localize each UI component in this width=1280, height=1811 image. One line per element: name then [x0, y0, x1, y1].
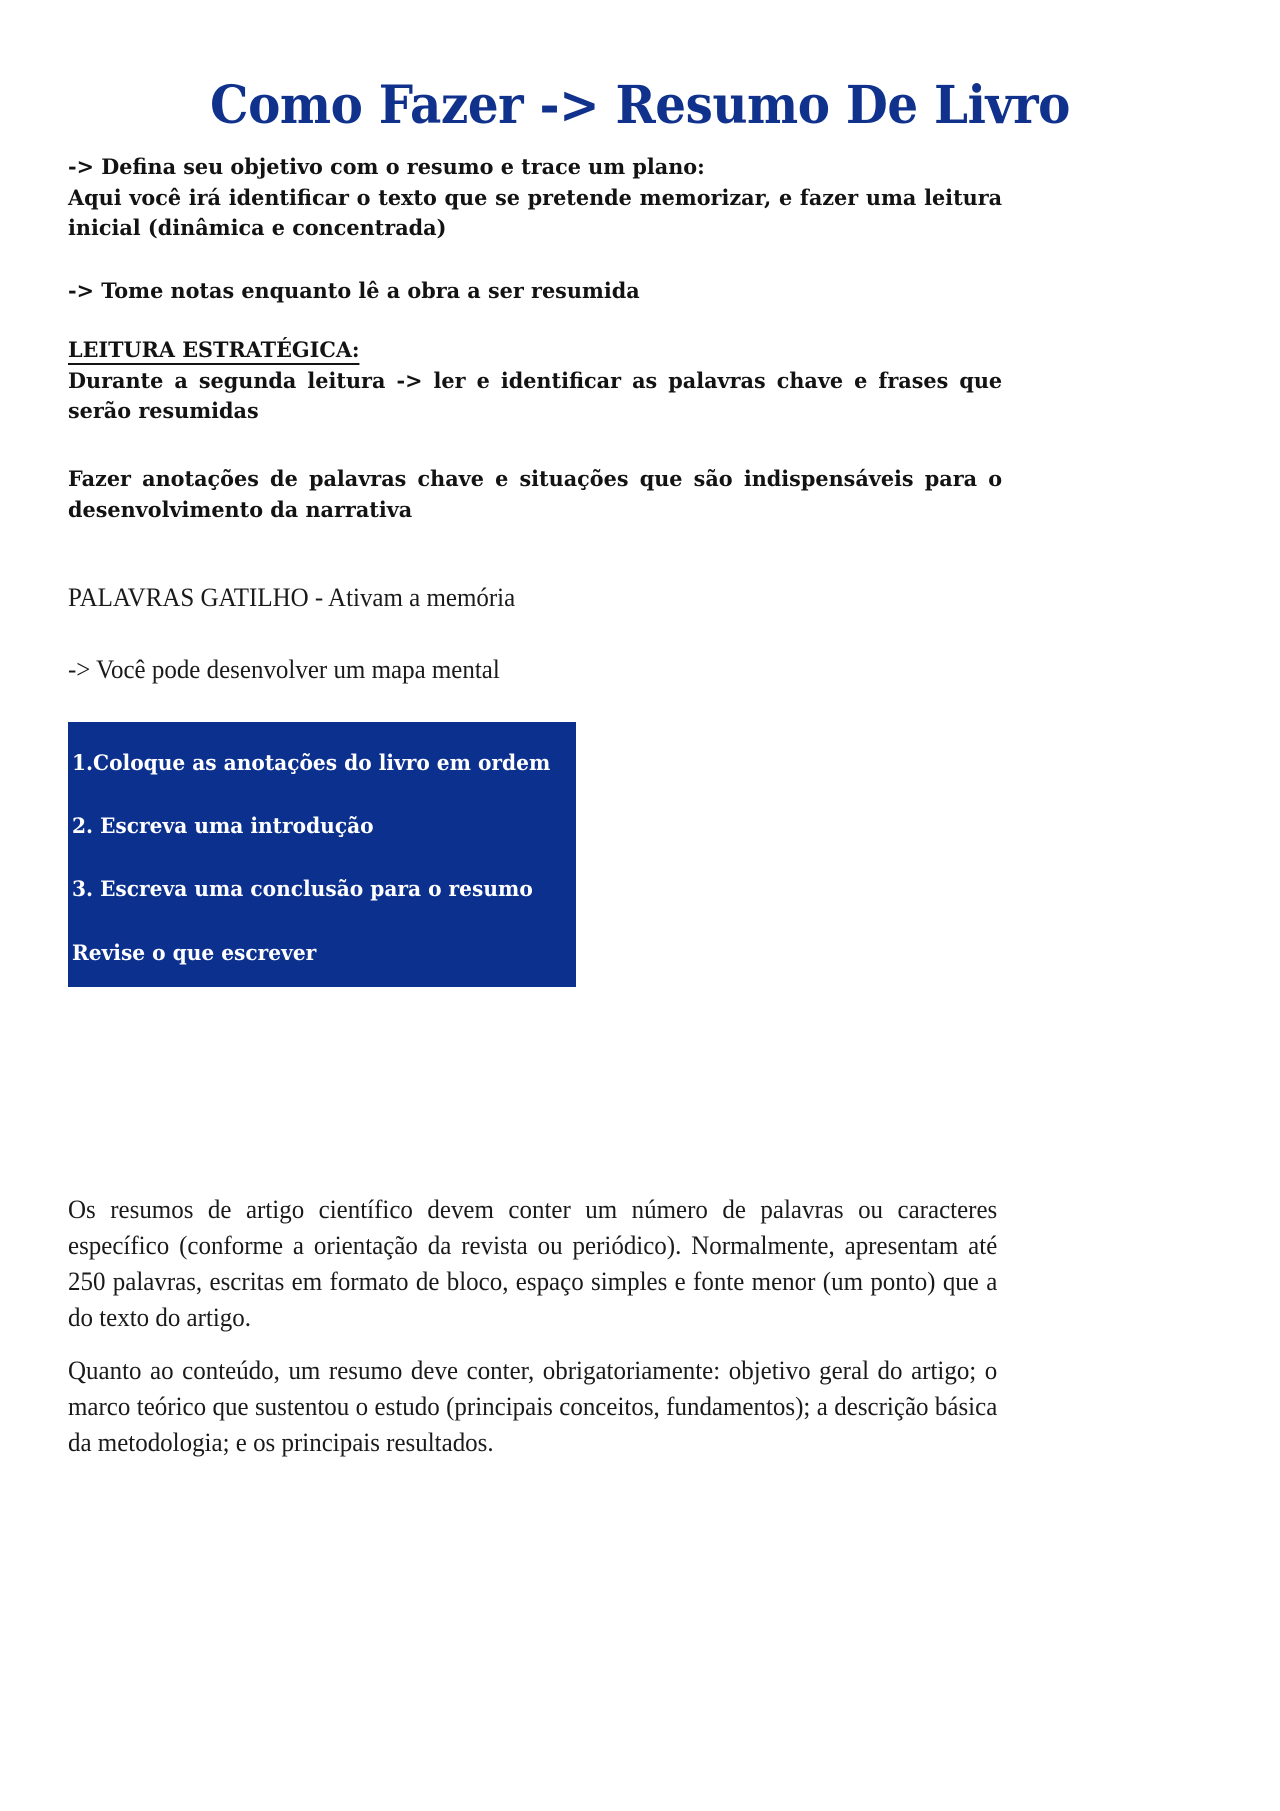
mapa-mental-text: -> Você pode desenvolver um mapa mental [68, 655, 500, 684]
list-item: Revise o que escrever [72, 939, 317, 965]
closing-paragraph-2-text: Quanto ao conteúdo, um resumo deve conter, obrigatoriamente: objetivo geral do artigo; o marco teórico que sustentou o estudo (principais conceitos, fundamentos); a descrição básica da metodologia; e os principais resultados. [68, 1356, 998, 1457]
tome-notas-lead: -> Tome notas enquanto lê a obra a ser resumida [68, 279, 640, 304]
objetivo-body: Aqui você irá identificar o texto que se pretende memorizar, e fazer uma leitura inicial (dinâmica e concentrada) [68, 185, 1003, 242]
closing-paragraph-1 [68, 1192, 997, 1336]
page-title: Como Fazer -> Resumo De Livro [210, 74, 1070, 136]
leitura-estrategica-heading-row [68, 336, 1002, 367]
section-anotacoes [68, 465, 1002, 526]
closing-paragraph-2 [68, 1353, 997, 1461]
section-palavras-gatilho [68, 580, 997, 616]
list-item: 3. Escreva uma conclusão para o resumo [72, 876, 533, 902]
section-defina-objetivo [68, 153, 1002, 245]
leitura-estrategica-body: Durante a segunda leitura -> ler e identificar as palavras chave e frases que serão resumidas [68, 368, 1003, 425]
closing-paragraph-1-text: Os resumos de artigo científico devem conter um número de palavras ou caracteres específico (conforme a orientação da revista ou periódico). Normalmente, apresentam até 250 palavras, escritas em formato de bloco, espaço simples e fonte menor (um ponto) que a do texto do artigo. [68, 1195, 998, 1332]
callout-steps-box [68, 722, 576, 987]
section-leitura-estrategica [68, 336, 1002, 428]
leitura-estrategica-heading: LEITURA ESTRATÉGICA: [68, 339, 360, 365]
list-item: 1.Coloque as anotações do livro em ordem [72, 750, 551, 775]
section-mapa-mental [68, 652, 997, 688]
anotacoes-body: Fazer anotações de palavras chave e situações que são indispensáveis para o desenvolvimento da narrativa [68, 467, 1003, 523]
list-item: 2. Escreva uma introdução [72, 813, 374, 839]
objetivo-lead: -> Defina seu objetivo com o resumo e trace um plano: [68, 155, 705, 180]
palavras-gatilho-text: PALAVRAS GATILHO - Ativam a memória [68, 583, 516, 612]
callout-steps-list [72, 750, 566, 965]
section-tome-notas [68, 277, 1002, 308]
